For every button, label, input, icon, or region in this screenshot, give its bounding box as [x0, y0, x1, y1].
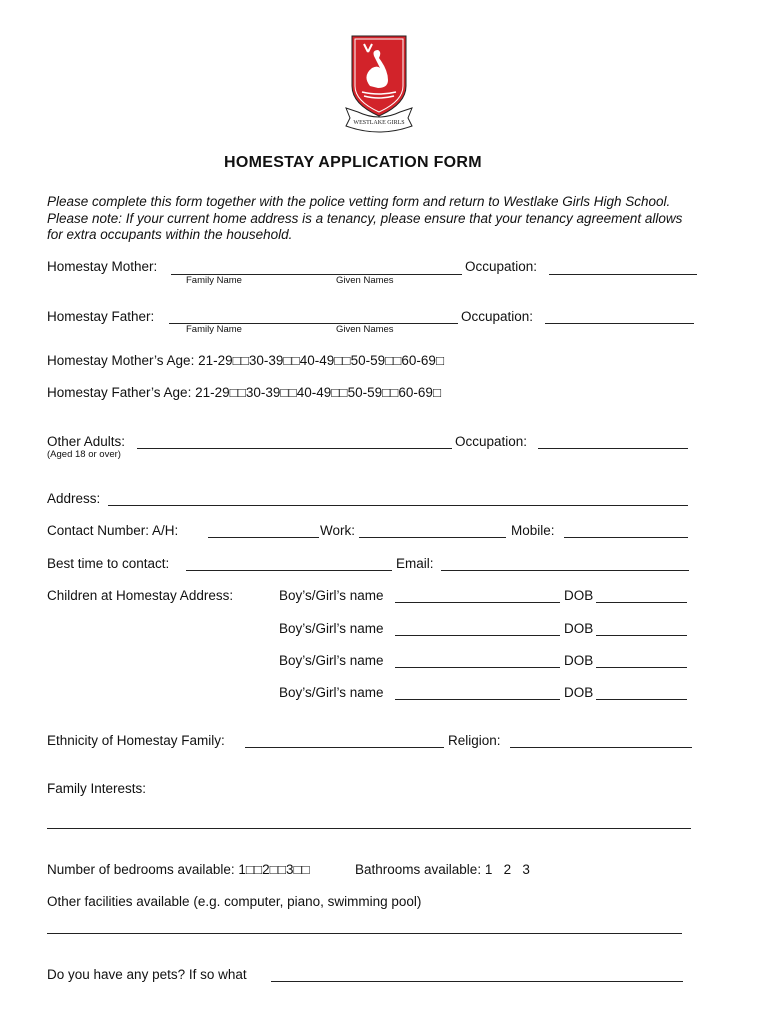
family-interests-label: Family Interests: [47, 781, 147, 796]
ethnicity-label: Ethnicity of Homestay Family: [47, 733, 225, 748]
address-field[interactable] [108, 505, 688, 506]
other-adults-note: (Aged 18 or over) [47, 449, 121, 460]
bedrooms-options[interactable]: Number of bedrooms available: 1□□2□□3□□ [47, 862, 310, 877]
father-age-options[interactable]: Homestay Father’s Age: 21-29□□30-39□□40-49□□50-59□□60-69□ [47, 385, 442, 400]
other-adults-occupation-label: Occupation: [455, 434, 528, 449]
contact-work-field[interactable] [359, 537, 506, 538]
other-adults-occupation-field[interactable] [538, 448, 688, 449]
family-interests-field[interactable] [47, 828, 691, 829]
crest-motto: WESTLAKE GIRLS [353, 120, 405, 126]
father-family-name-caption: Family Name [186, 324, 242, 335]
child-name-label: Boy’s/Girl’s name [279, 653, 384, 668]
child-dob-field[interactable] [596, 667, 687, 668]
mother-family-name-caption: Family Name [186, 275, 242, 286]
religion-label: Religion: [448, 733, 501, 748]
mother-occupation-field[interactable] [549, 274, 697, 275]
page-title: HOMESTAY APPLICATION FORM [224, 154, 482, 171]
child-name-field[interactable] [395, 699, 560, 700]
child-name-field[interactable] [395, 635, 560, 636]
child-name-field[interactable] [395, 602, 560, 603]
mother-age-options[interactable]: Homestay Mother’s Age: 21-29□□30-39□□40-49□□50-59□□60-69□ [47, 353, 445, 368]
religion-field[interactable] [510, 747, 692, 748]
father-occupation-label: Occupation: [461, 309, 534, 324]
mother-occupation-label: Occupation: [465, 259, 538, 274]
father-label: Homestay Father: [47, 309, 155, 324]
child-dob-label: DOB [564, 588, 594, 603]
contact-ah-field[interactable] [208, 537, 319, 538]
email-label: Email: [396, 556, 434, 571]
instructions-text: Please complete this form together with the police vetting form and return to Westlake Girls High School. Please note: If your current home address is a tenancy, please ensure that your tenancy agreement allows for extra occupants within the household. [47, 194, 683, 242]
facilities-field[interactable] [47, 933, 682, 934]
child-dob-label: DOB [564, 621, 594, 636]
child-dob-field[interactable] [596, 699, 687, 700]
best-time-field[interactable] [186, 570, 392, 571]
child-name-label: Boy’s/Girl’s name [279, 621, 384, 636]
children-label: Children at Homestay Address: [47, 588, 234, 603]
contact-mobile-label: Mobile: [511, 523, 555, 538]
pets-label: Do you have any pets? If so what [47, 967, 247, 982]
other-adults-field[interactable] [137, 448, 452, 449]
facilities-label: Other facilities available (e.g. computer, piano, swimming pool) [47, 894, 422, 909]
contact-work-label: Work: [320, 523, 356, 538]
child-dob-field[interactable] [596, 602, 687, 603]
contact-ah-label: Contact Number: A/H: [47, 523, 179, 538]
mother-given-names-caption: Given Names [336, 275, 394, 286]
email-field[interactable] [441, 570, 689, 571]
other-adults-label: Other Adults: [47, 434, 126, 449]
mother-label: Homestay Mother: [47, 259, 158, 274]
best-time-label: Best time to contact: [47, 556, 170, 571]
child-name-label: Boy’s/Girl’s name [279, 588, 384, 603]
child-name-field[interactable] [395, 667, 560, 668]
child-dob-label: DOB [564, 685, 594, 700]
child-name-label: Boy’s/Girl’s name [279, 685, 384, 700]
contact-mobile-field[interactable] [564, 537, 688, 538]
child-dob-label: DOB [564, 653, 594, 668]
bathrooms-options[interactable]: Bathrooms available: 1 2 3 [355, 862, 530, 877]
school-crest-logo [342, 34, 416, 134]
pets-field[interactable] [271, 981, 683, 982]
ethnicity-field[interactable] [245, 747, 444, 748]
child-dob-field[interactable] [596, 635, 687, 636]
address-label: Address: [47, 491, 101, 506]
father-given-names-caption: Given Names [336, 324, 394, 335]
father-occupation-field[interactable] [545, 323, 694, 324]
